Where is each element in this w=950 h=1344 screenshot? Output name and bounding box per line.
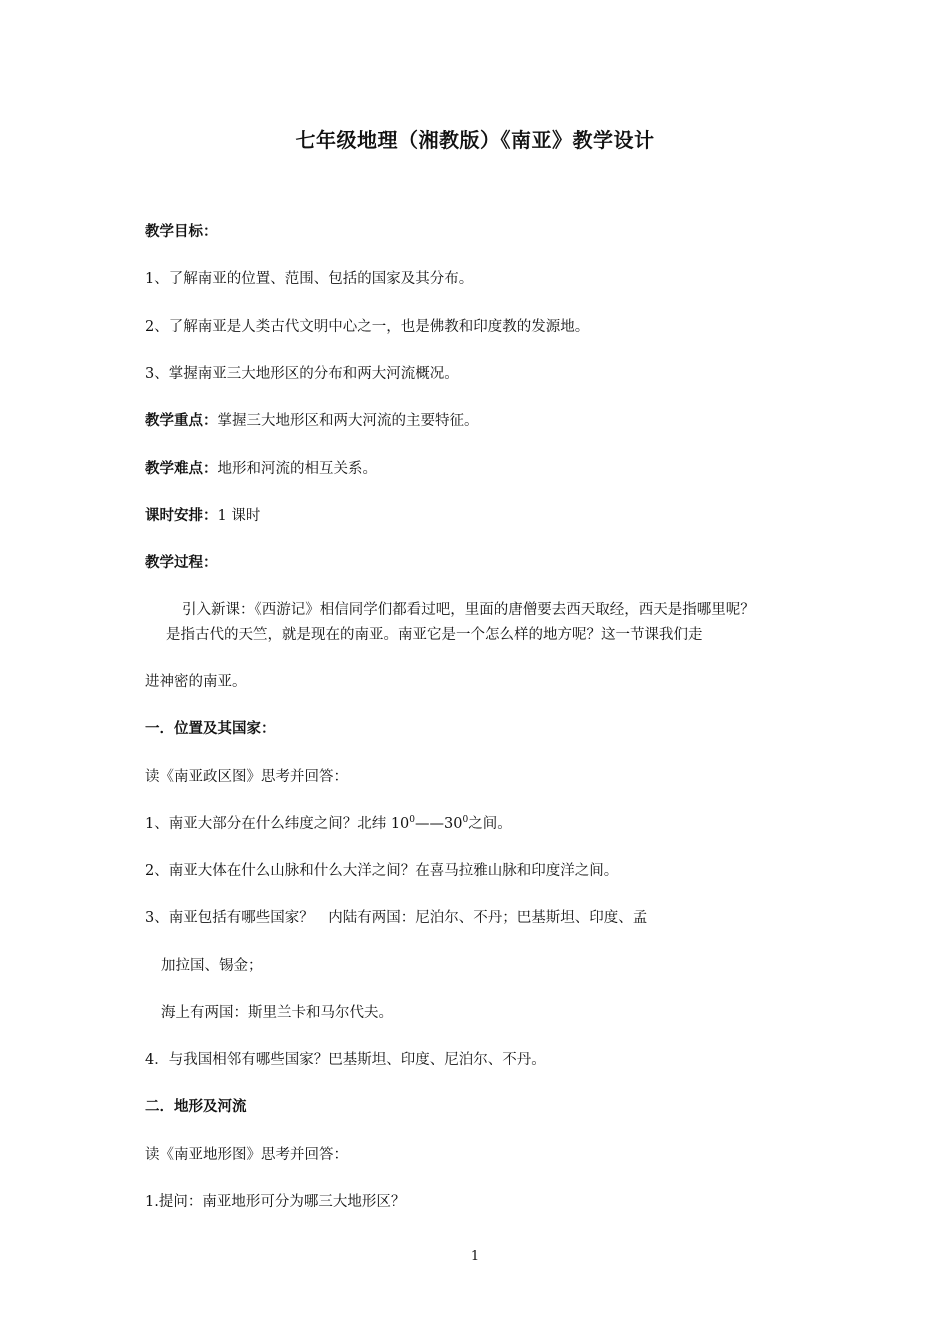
degree-superscript: 0 xyxy=(462,815,469,826)
section1-q2: 2、南亚大体在什么山脉和什么大洋之间？在喜马拉雅山脉和印度洋之间。 xyxy=(145,863,619,879)
intro-line-3: 进神密的南亚。 xyxy=(145,674,247,690)
section1-q3: 3、南亚包括有哪些国家？ 内陆有两国：尼泊尔、不丹；巴基斯坦、印度、孟 xyxy=(145,910,648,926)
section1-heading: 一．位置及其国家： xyxy=(145,720,276,737)
q1-text-after: 之间。 xyxy=(468,816,512,832)
goals-heading: 教学目标： xyxy=(145,223,218,240)
q1-text-mid: ——30 xyxy=(415,816,463,832)
schedule-label: 课时安排： xyxy=(145,507,218,524)
intro-line-2: 是指古代的天竺，就是现在的南亚。南亚它是一个怎么样的地方呢？这一节课我们走 xyxy=(166,627,703,643)
difficulty-text: 地形和河流的相互关系。 xyxy=(217,461,377,477)
section1-q3-sea: 海上有两国：斯里兰卡和马尔代夫。 xyxy=(161,1005,393,1021)
intro-line-1: 引入新课：《西游记》相信同学们都看过吧，里面的唐僧要去西天取经，西天是指哪里呢？ xyxy=(182,602,755,618)
section2-prompt: 读《南亚地形图》思考并回答： xyxy=(145,1147,348,1163)
section1-prompt: 读《南亚政区图》思考并回答： xyxy=(145,769,348,785)
schedule-line xyxy=(145,506,260,526)
section2-heading: 二．地形及河流 xyxy=(145,1098,247,1115)
key-point-label: 教学重点： xyxy=(145,412,218,429)
section1-q1 xyxy=(145,814,512,834)
goal-item-1: 1、了解南亚的位置、范围、包括的国家及其分布。 xyxy=(145,271,474,287)
section1-q4: 4．与我国相邻有哪些国家？巴基斯坦、印度、尼泊尔、不丹。 xyxy=(145,1052,546,1068)
difficulty-line xyxy=(145,459,377,479)
section2-q1: 1.提问：南亚地形可分为哪三大地形区？ xyxy=(145,1194,406,1210)
degree-superscript: 0 xyxy=(409,815,416,826)
page-number: 1 xyxy=(470,1249,480,1264)
process-heading: 教学过程： xyxy=(145,554,218,571)
document-title: 七年级地理（湘教版）《南亚》教学设计 xyxy=(295,128,655,152)
q1-text-before: 1、南亚大部分在什么纬度之间？北纬 10 xyxy=(145,816,410,832)
key-point-line xyxy=(145,411,479,431)
key-point-text: 掌握三大地形区和两大河流的主要特征。 xyxy=(217,413,479,429)
section1-q3-continued: 加拉国、锡金； xyxy=(161,958,263,974)
difficulty-label: 教学难点： xyxy=(145,460,218,477)
goal-item-3: 3、掌握南亚三大地形区的分布和两大河流概况。 xyxy=(145,366,459,382)
schedule-text: 1 课时 xyxy=(217,508,261,524)
goal-item-2: 2、了解南亚是人类古代文明中心之一，也是佛教和印度教的发源地。 xyxy=(145,319,590,335)
